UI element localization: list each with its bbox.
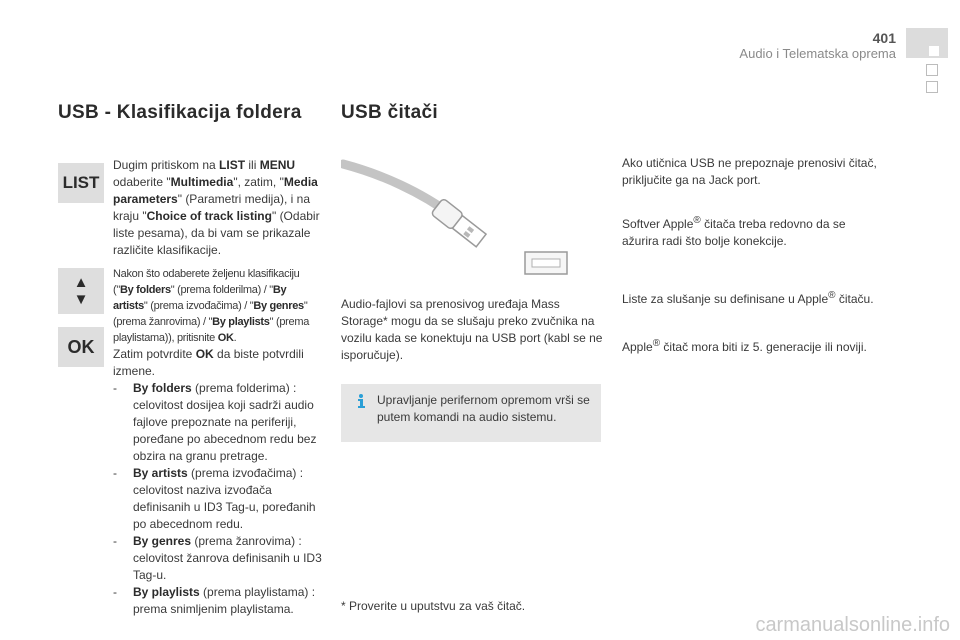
bullet-dash: - (113, 466, 117, 480)
paragraph-classification-select (113, 266, 321, 346)
arrow-keys-icon (58, 268, 104, 314)
text-bold: Media parameters (113, 175, 318, 206)
paragraph-confirm-classification (113, 346, 323, 618)
list-key-label: LIST (62, 173, 100, 192)
chapter-tab-box (926, 64, 938, 76)
text: " (Parametri medija), i na kraju " (113, 192, 311, 223)
bullet-dash: - (113, 585, 117, 599)
text: Zatim potvrdite (113, 347, 196, 361)
confirm-line (113, 346, 323, 380)
text: da biste potvrdili izmene. (113, 347, 304, 378)
watermark: carmanualsonline.info (755, 614, 950, 636)
text: čitača treba redovno da se ažurira radi što bolje konekcije. (622, 217, 846, 248)
bullet-description: (prema izvođačima) : celovitost naziva izvođača definisanih u ID3 Tag-u, poređanih po abecednom redu. (133, 466, 316, 531)
text-bold: OK (195, 347, 214, 361)
classification-bullet-item (113, 533, 323, 584)
text: . (233, 332, 237, 344)
classification-bullet-item (113, 465, 323, 533)
bullet-dash: - (113, 534, 117, 548)
text: ", zatim, " (233, 175, 284, 189)
text: " (prema izvođačima) / " (143, 300, 254, 312)
text: Dugim pritiskom na (113, 158, 220, 172)
text: " (prema folderilma) / " (170, 284, 273, 296)
note-apple-software (622, 212, 884, 250)
bullet-term: By artists (133, 466, 188, 480)
text: odaberite " (113, 175, 171, 189)
arrow-up-icon: ▲ (73, 274, 89, 291)
text-bold: By genres (253, 300, 304, 312)
bullet-text (133, 533, 323, 584)
classification-bullet-item (113, 584, 323, 618)
text: " (Odabir liste pesama), da bi vam se prikazale različite klasifikacije. (113, 209, 320, 257)
list-key-icon (58, 163, 104, 203)
bullet-dash: - (113, 381, 117, 395)
bullet-description: (prema folderima) : celovitost dosijea koji sadrži audio fajlove prepoznate na periferiji, poređane po abecednom redu bez obzira na granu pretrage. (133, 381, 317, 463)
text-bold: Choice of track listing (146, 209, 272, 223)
text: ili (245, 158, 260, 172)
bullet-text (133, 584, 323, 618)
section-title-usb-classification: USB - Klasifikacija foldera (58, 102, 302, 123)
text-bold: By folders (119, 284, 171, 296)
chapter-tab (906, 28, 948, 58)
text: Apple (622, 340, 653, 354)
note-playlists (622, 287, 902, 308)
section-title-usb-readers: USB čitači (341, 102, 438, 123)
text-bold: By playlists (212, 316, 270, 328)
bullet-term: By genres (133, 534, 192, 548)
bullet-text (133, 465, 323, 533)
text-bold: LIST (219, 158, 246, 172)
classification-bullet-list (113, 380, 323, 618)
running-header: Audio i Telematska oprema (739, 46, 896, 61)
usb-port-slot (532, 259, 560, 267)
text: čitaču. (835, 292, 874, 306)
text: " (prema playlistama)), pritisnite (113, 316, 310, 344)
paragraph-usb-description: Audio-fajlovi sa prenosivog uređaja Mass Storage* mogu da se slušaju preko zvučnika na vozilu kada se konektuju na USB port (kabl se ne isporučuje). (341, 297, 603, 362)
paragraph-list-instructions (113, 157, 323, 259)
text-bold: By artists (113, 284, 287, 312)
text: čitač mora biti iz 5. generacije ili noviji. (660, 340, 867, 354)
classification-bullet-item (113, 380, 323, 465)
text: Liste za slušanje su definisane u Apple (622, 292, 829, 306)
arrow-down-icon: ▼ (73, 291, 89, 308)
text: Nakon što odaberete željenu klasifikaciju (" (113, 268, 300, 296)
text-bold: MENU (259, 158, 296, 172)
usb-port-illustration (341, 158, 601, 290)
usb-plug-icon (431, 198, 487, 248)
chapter-tab-box (926, 81, 938, 93)
note-apple-generation (622, 335, 902, 356)
bullet-term: By playlists (133, 585, 200, 599)
registered-mark: ® (828, 290, 836, 301)
info-icon (353, 393, 369, 409)
ok-key-icon (58, 327, 104, 367)
text-bold: OK (217, 332, 234, 344)
text-bold: Multimedia (170, 175, 234, 189)
text: " (prema žanrovima) / " (113, 300, 308, 328)
footnote: * Proverite u uputstvu za vaš čitač. (341, 599, 526, 613)
bullet-description: (prema žanrovima) : celovitost žanrova definisanih u ID3 Tag-u. (133, 534, 322, 582)
registered-mark: ® (693, 215, 701, 226)
note-jack-port: Ako utičnica USB ne prepoznaje prenosivi čitač, priključite ga na Jack port. (622, 156, 877, 187)
ok-key-label: OK (67, 336, 95, 357)
page-number: 401 (872, 30, 896, 46)
info-box (341, 384, 601, 442)
info-text: Upravljanje perifernom opremom vrši se putem komandi na audio sistemu. (377, 393, 590, 424)
registered-mark: ® (652, 338, 661, 349)
bullet-text (133, 380, 323, 465)
text: Softver Apple (622, 217, 694, 231)
bullet-description: (prema playlistama) : prema snimljenim playlistama. (133, 585, 316, 616)
bullet-term: By folders (133, 381, 192, 395)
chapter-tab-mark (929, 46, 939, 56)
